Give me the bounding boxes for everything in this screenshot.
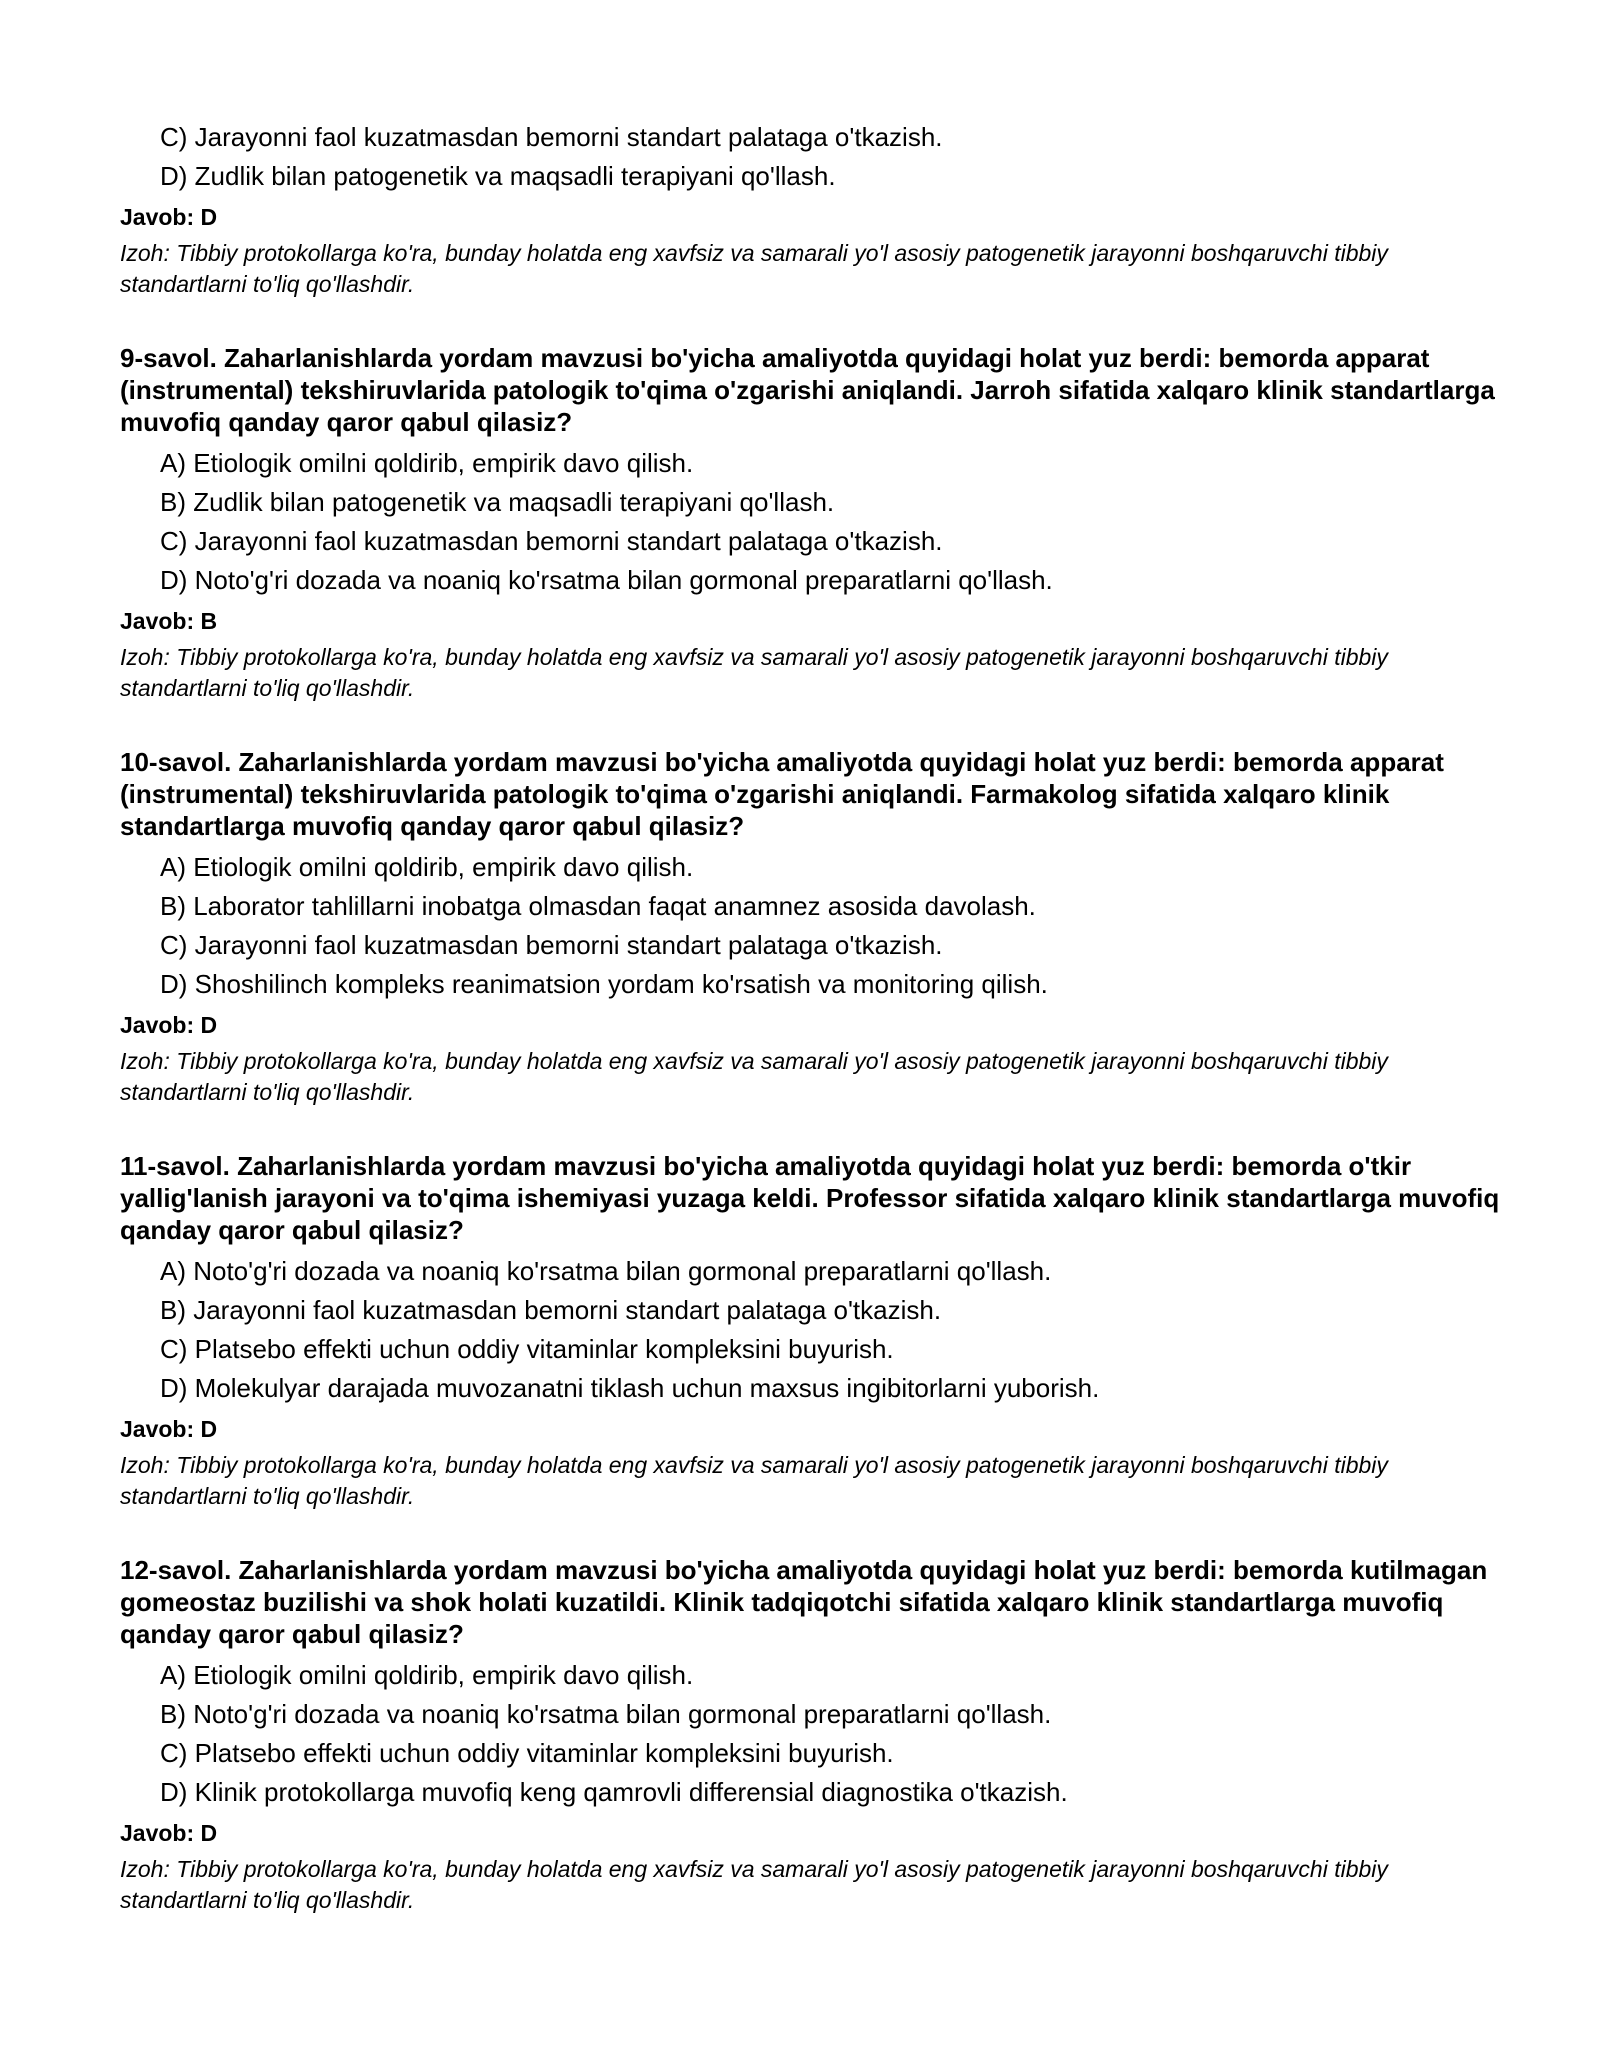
explanation-note: Izoh: Tibbiy protokollarga ko'ra, bunday holatda eng xavfsiz va samarali yo'l asosiy patogenetik jarayonni boshqaruvchi tibbiy standartlarni to'liq qo'llashdir. bbox=[120, 644, 1388, 701]
explanation-note: Izoh: Tibbiy protokollarga ko'ra, bunday holatda eng xavfsiz va samarali yo'l asosiy patogenetik jarayonni boshqaruvchi tibbiy standartlarni to'liq qo'llashdir. bbox=[120, 1856, 1388, 1913]
question-text: 11-savol. Zaharlanishlarda yordam mavzusi bo'yicha amaliyotda quyidagi holat yuz berdi: bemorda o'tkir yallig'lanish jarayoni va to'qima ishemiyasi yuzaga keldi. Professor sifatida xalqaro klinik standartlarga muvofiq qanday qaror qabul qilasiz? bbox=[120, 1151, 1500, 1245]
question-text: 12-savol. Zaharlanishlarda yordam mavzusi bo'yicha amaliyotda quyidagi holat yuz berdi: bemorda kutilmagan gomeostaz buzilishi va shok holati kuzatildi. Klinik tadqiqotchi sifatida xalqaro klinik standartlarga muvofiq qanday qaror qabul qilasiz? bbox=[120, 1555, 1488, 1649]
option-b: B) Noto'g'ri dozada va noaniq ko'rsatma bilan gormonal preparatlarni qo'llash. bbox=[160, 1699, 1052, 1729]
option-a: A) Etiologik omilni qoldirib, empirik davo qilish. bbox=[160, 1660, 694, 1690]
answer: Javob: D bbox=[120, 1416, 218, 1442]
option-d: D) Zudlik bilan patogenetik va maqsadli terapiyani qo'llash. bbox=[160, 161, 836, 191]
question-11 bbox=[120, 1150, 1500, 1512]
question-9 bbox=[120, 342, 1500, 704]
answer: Javob: D bbox=[120, 1012, 218, 1038]
option-c: C) Platsebo effekti uchun oddiy vitaminlar kompleksini buyurish. bbox=[160, 1334, 894, 1364]
question-10 bbox=[120, 746, 1500, 1108]
explanation-note: Izoh: Tibbiy protokollarga ko'ra, bunday holatda eng xavfsiz va samarali yo'l asosiy patogenetik jarayonni boshqaruvchi tibbiy standartlarni to'liq qo'llashdir. bbox=[120, 1452, 1388, 1509]
option-d: D) Noto'g'ri dozada va noaniq ko'rsatma bilan gormonal preparatlarni qo'llash. bbox=[160, 565, 1053, 595]
document-page bbox=[120, 118, 1500, 1916]
question-12 bbox=[120, 1554, 1500, 1916]
option-c: C) Jarayonni faol kuzatmasdan bemorni standart palataga o'tkazish. bbox=[160, 930, 943, 960]
option-a: A) Etiologik omilni qoldirib, empirik davo qilish. bbox=[160, 852, 694, 882]
option-c: C) Jarayonni faol kuzatmasdan bemorni standart palataga o'tkazish. bbox=[160, 526, 943, 556]
question-continued bbox=[120, 118, 1500, 300]
explanation-note: Izoh: Tibbiy protokollarga ko'ra, bunday holatda eng xavfsiz va samarali yo'l asosiy patogenetik jarayonni boshqaruvchi tibbiy standartlarni to'liq qo'llashdir. bbox=[120, 1048, 1388, 1105]
option-b: B) Zudlik bilan patogenetik va maqsadli terapiyani qo'llash. bbox=[160, 487, 835, 517]
question-text: 10-savol. Zaharlanishlarda yordam mavzusi bo'yicha amaliyotda quyidagi holat yuz berdi: bemorda apparat (instrumental) tekshiruvlarida patologik to'qima o'zgarishi aniqlandi. Farmakolog sifatida xalqaro klinik standartlarga muvofiq qanday qaror qabul qilasiz? bbox=[120, 747, 1444, 841]
option-b: B) Laborator tahlillarni inobatga olmasdan faqat anamnez asosida davolash. bbox=[160, 891, 1036, 921]
option-d: D) Klinik protokollarga muvofiq keng qamrovli differensial diagnostika o'tkazish. bbox=[160, 1777, 1068, 1807]
option-a: A) Etiologik omilni qoldirib, empirik davo qilish. bbox=[160, 448, 694, 478]
option-b: B) Jarayonni faol kuzatmasdan bemorni standart palataga o'tkazish. bbox=[160, 1295, 942, 1325]
option-d: D) Shoshilinch kompleks reanimatsion yordam ko'rsatish va monitoring qilish. bbox=[160, 969, 1048, 999]
option-c: C) Jarayonni faol kuzatmasdan bemorni standart palataga o'tkazish. bbox=[160, 122, 943, 152]
option-c: C) Platsebo effekti uchun oddiy vitaminlar kompleksini buyurish. bbox=[160, 1738, 894, 1768]
option-d: D) Molekulyar darajada muvozanatni tiklash uchun maxsus ingibitorlarni yuborish. bbox=[160, 1373, 1100, 1403]
answer: Javob: B bbox=[120, 608, 218, 634]
question-text: 9-savol. Zaharlanishlarda yordam mavzusi bo'yicha amaliyotda quyidagi holat yuz berdi: bemorda apparat (instrumental) tekshiruvlarida patologik to'qima o'zgarishi aniqlandi. Jarroh sifatida xalqaro klinik standartlarga muvofiq qanday qaror qabul qilasiz? bbox=[120, 343, 1495, 437]
answer: Javob: D bbox=[120, 1820, 218, 1846]
explanation-note: Izoh: Tibbiy protokollarga ko'ra, bunday holatda eng xavfsiz va samarali yo'l asosiy patogenetik jarayonni boshqaruvchi tibbiy standartlarni to'liq qo'llashdir. bbox=[120, 240, 1388, 297]
answer: Javob: D bbox=[120, 204, 218, 230]
option-a: A) Noto'g'ri dozada va noaniq ko'rsatma bilan gormonal preparatlarni qo'llash. bbox=[160, 1256, 1052, 1286]
